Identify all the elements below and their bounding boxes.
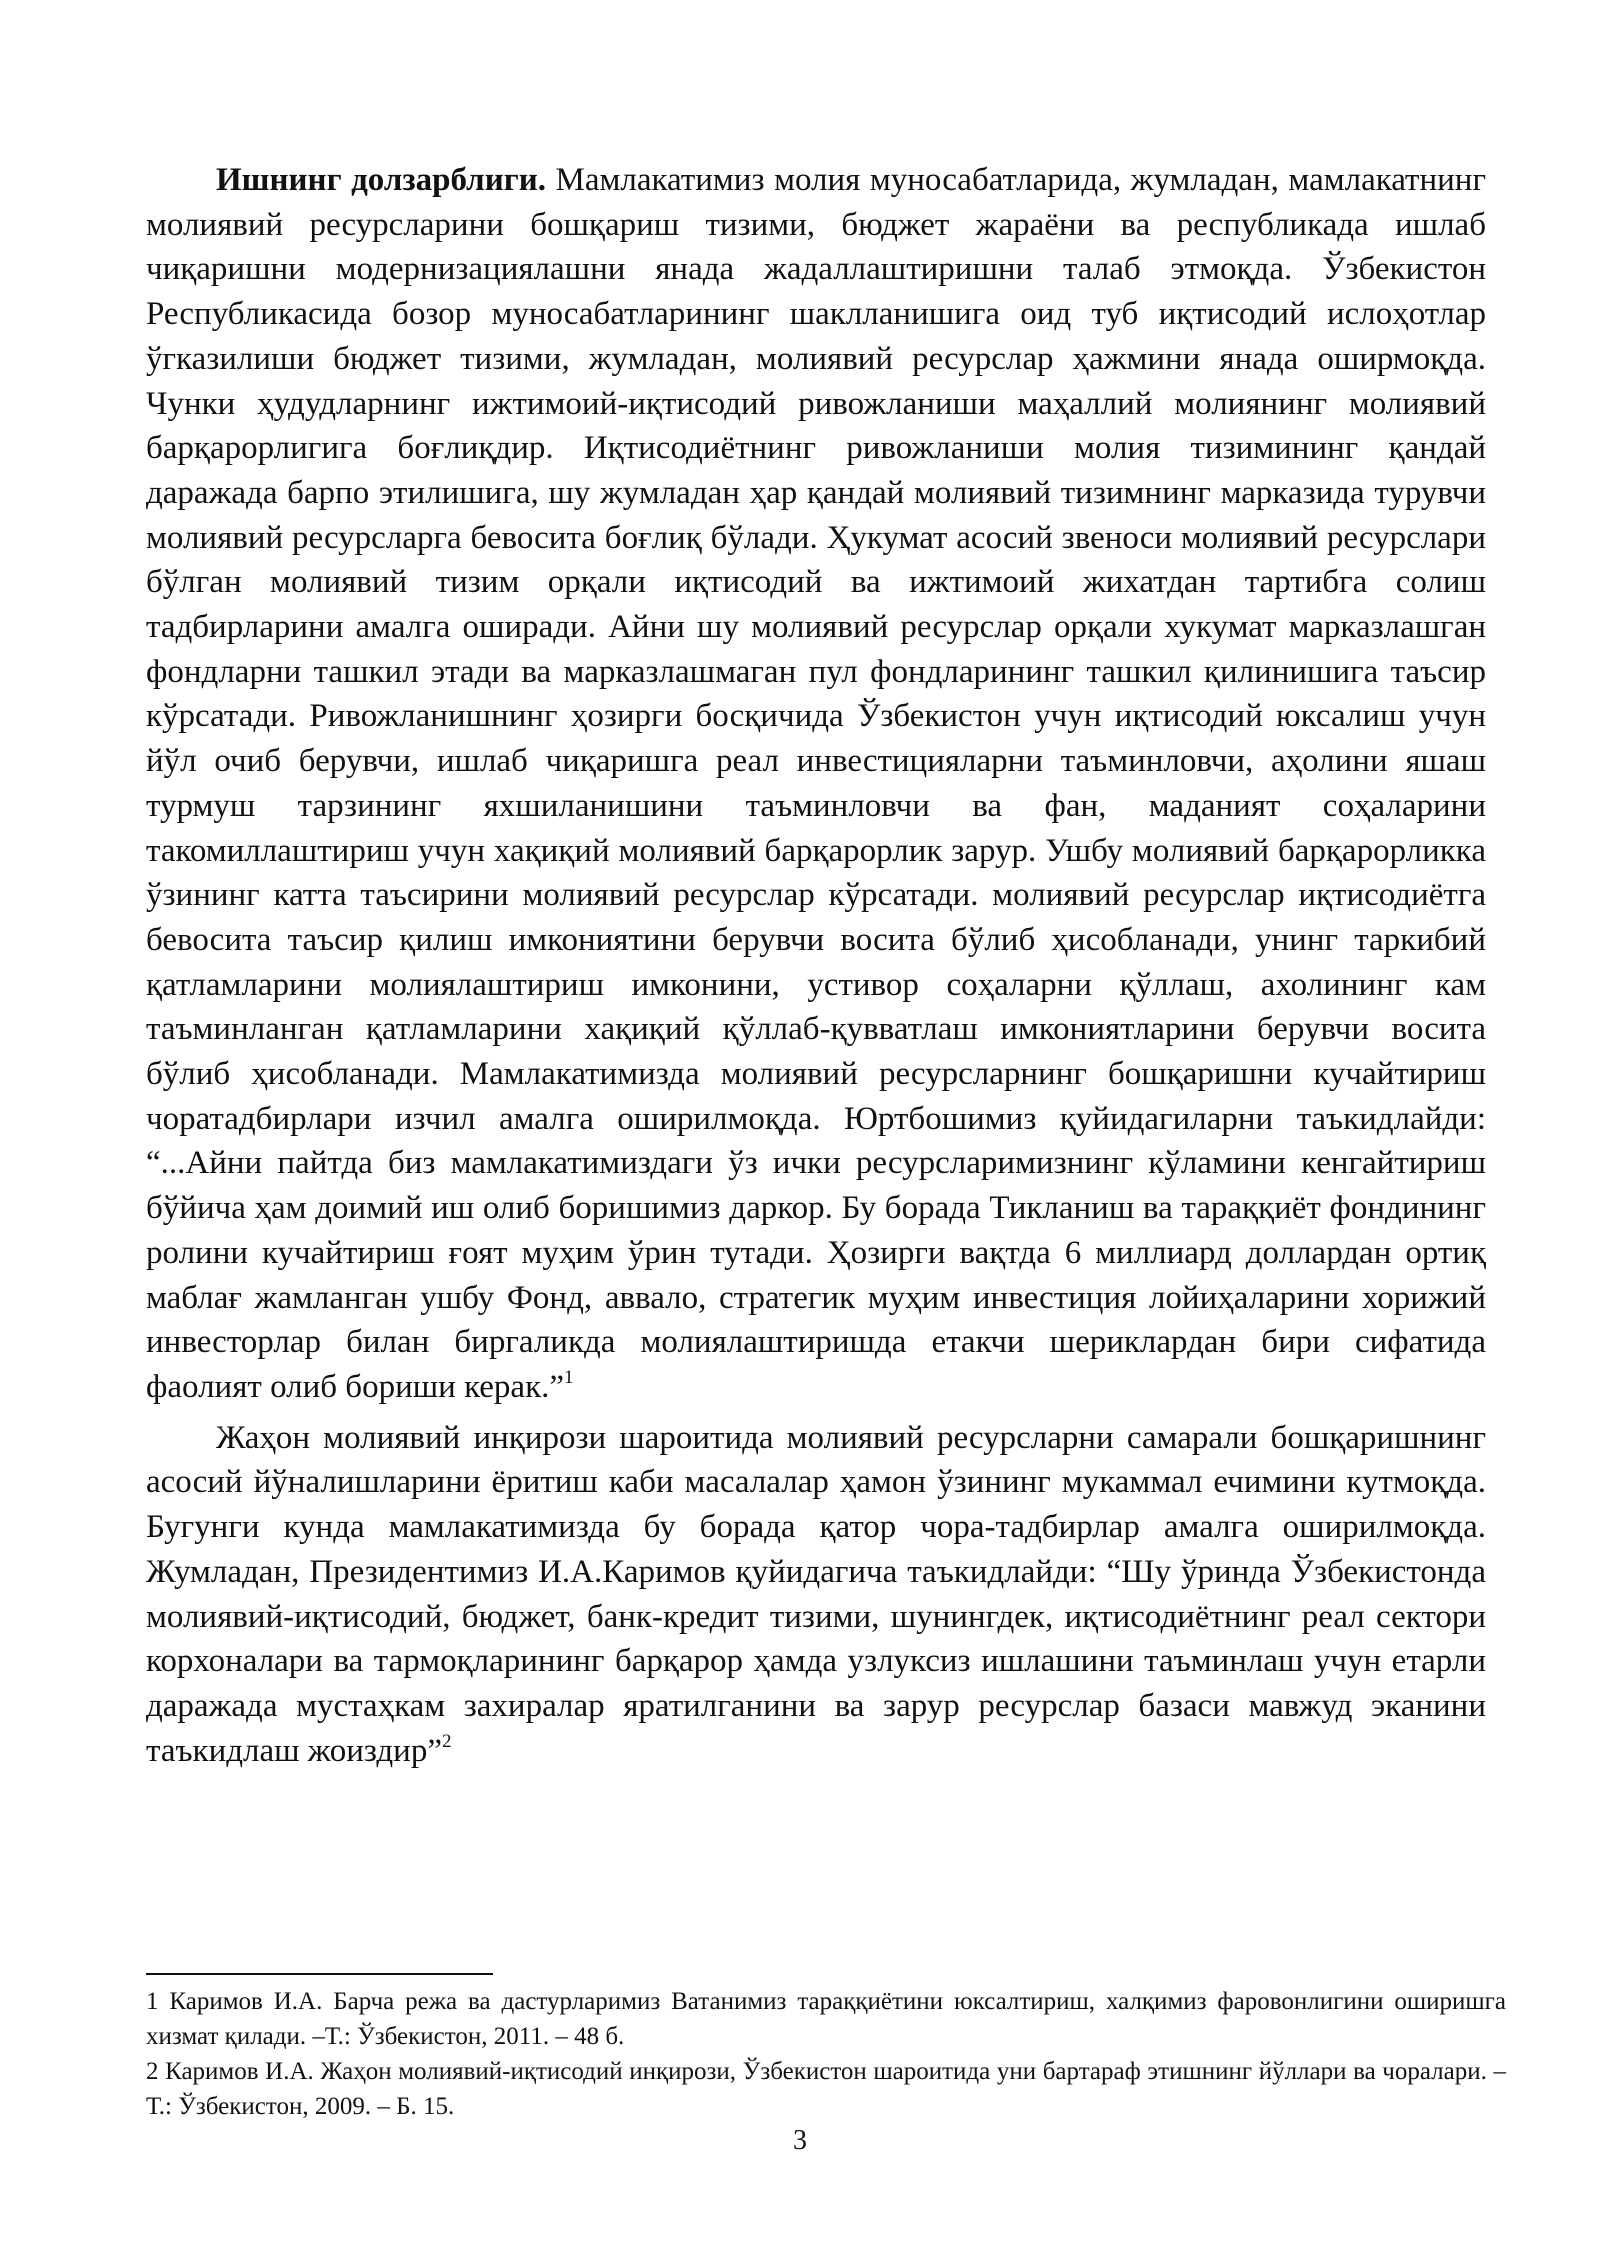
footnote-reference: 2 bbox=[441, 1730, 452, 1752]
paragraph-text: Мамлакатимиз молия муносабатларида, жумладан, мамлакатнинг молиявий ресурсларини бошқариш тизими, бюджет жараёни ва республикада ишлаб чиқаришни модернизациялашни янада жадаллаштиришни талаб этмоқда. Ўзбекистон Республикасида бозор муносабатларининг шаклланишига оид туб иқтисодий ислоҳотлар ўгказилиши бюджет тизими, жумладан, молиявий ресурслар ҳажмини янада оширмоқда. Чунки ҳудудларнинг ижтимоий-иқтисодий ривожланиши маҳаллий молиянинг молиявий барқарорлигига боғлиқдир. Иқтисодиётнинг ривожланиши молия тизимининг қандай даражада барпо этилишига, шу жумладан ҳар қандай молиявий тизимнинг марказида турувчи молиявий ресурсларга бевосита боғлиқ бўлади. Ҳукумат асосий звеноси молиявий ресурслари бўлган молиявий тизим орқали иқтисодий ва ижтимоий жихатдан тартибга солиш тадбирларини амалга оширади. Айни шу молиявий ресурслар орқали хукумат марказлашган фондларни ташкил этади ва марказлашмаган пул фондларининг ташкил қилинишига таъсир кўрсатади. Ривожланишнинг ҳозирги босқичида Ўзбекистон учун иқтисодий юксалиш учун йўл очиб берувчи, ишлаб чиқаришга реал инвестицияларни таъминловчи, аҳолини яшаш турмуш тарзининг яхшиланишини таъминловчи ва фан, маданият соҳаларини такомиллаштириш учун хақиқий молиявий барқарорлик зарур. Ушбу молиявий барқарорликка ўзининг катта таъсирини молиявий ресурслар кўрсатади. молиявий ресурслар иқтисодиётга бевосита таъсир қилиш имкониятини берувчи восита бўлиб ҳисобланади, унинг таркибий қатламларини молиялаштириш имконини, устивор соҳаларни қўллаш, ахолининг кам таъминланган қатламларини хақиқий қўллаб-қувватлаш имкониятларини берувчи восита бўлиб ҳисобланади. Мамлакатимизда молиявий ресурсларнинг бошқаришни кучайтириш чоратадбирлари изчил амалга оширилмоқда. Юртбошимиз қуйидагиларни таъкидлайди: “...Айни пайтда биз мамлакатимиздаги ўз ички ресурсларимизнинг кўламини кенгайтириш бўйича ҳам доимий иш олиб боришимиз даркор. Бу борада Тикланиш ва тараққиёт фондининг ролини кучайтириш ғоят муҳим ўрин тутади. Ҳозирги вақтда 6 миллиард доллардан ортиқ маблағ жамланган ушбу Фонд, аввало, стратегик муҳим инвестиция лойиҳаларини хорижий инвесторлар билан биргаликда молиялаштиришда етакчи шериклардан бири сифатида фаолият олиб бориши керак.” bbox=[146, 162, 1486, 1405]
footnotes bbox=[146, 1984, 1506, 2124]
footnote-2: 2 Каримов И.А. Жаҳон молиявий-иқтисодий инқирози, Ўзбекистон шароитида уни бартараф этишнинг йўллари ва чоралари. – Т.: Ўзбекистон, 2009. – Б. 15. bbox=[146, 2058, 1506, 2120]
footnote-separator bbox=[146, 1973, 493, 1975]
section-lead-heading: Ишнинг долзарблиги. bbox=[216, 162, 546, 198]
paragraph-text: Жаҳон молиявий инқирози шароитида молиявий ресурсларни самарали бошқаришнинг асосий йўналишларини ёритиш каби масалалар ҳамон ўзининг мукаммал ечимини кутмоқда. Бугунги кунда мамлакатимизда бу борада қатор чора-тадбирлар амалга оширилмоқда. Жумладан, Президентимиз И.А.Каримов қуйидагича таъкидлайди: “Шу ўринда Ўзбекистонда молиявий-иқтисодий, бюджет, банк-кредит тизими, шунингдек, иқтисодиётнинг реал сектори корхоналари ва тармоқларининг барқарор ҳамда узлуксиз ишлашини таъминлаш учун етарли даражада мустаҳкам захиралар яратилганини ва зарур ресурслар базаси мавжуд эканини таъкидлаш жоиздир” bbox=[146, 1419, 1486, 1769]
page-number: 3 bbox=[793, 2125, 807, 2156]
footnote-1: 1 Каримов И.А. Барча режа ва дастурларимиз Ватанимиз тараққиётини юксалтириш, халқимиз фаровонлигини оширишга хизмат қилади. –Т.: Ўзбекистон, 2011. – 48 б. bbox=[146, 1988, 1506, 2050]
body-text bbox=[146, 158, 1486, 1773]
paragraph-relevance bbox=[146, 158, 1486, 1410]
footnote-reference: 1 bbox=[564, 1366, 574, 1388]
paragraph-crisis bbox=[146, 1416, 1486, 1774]
